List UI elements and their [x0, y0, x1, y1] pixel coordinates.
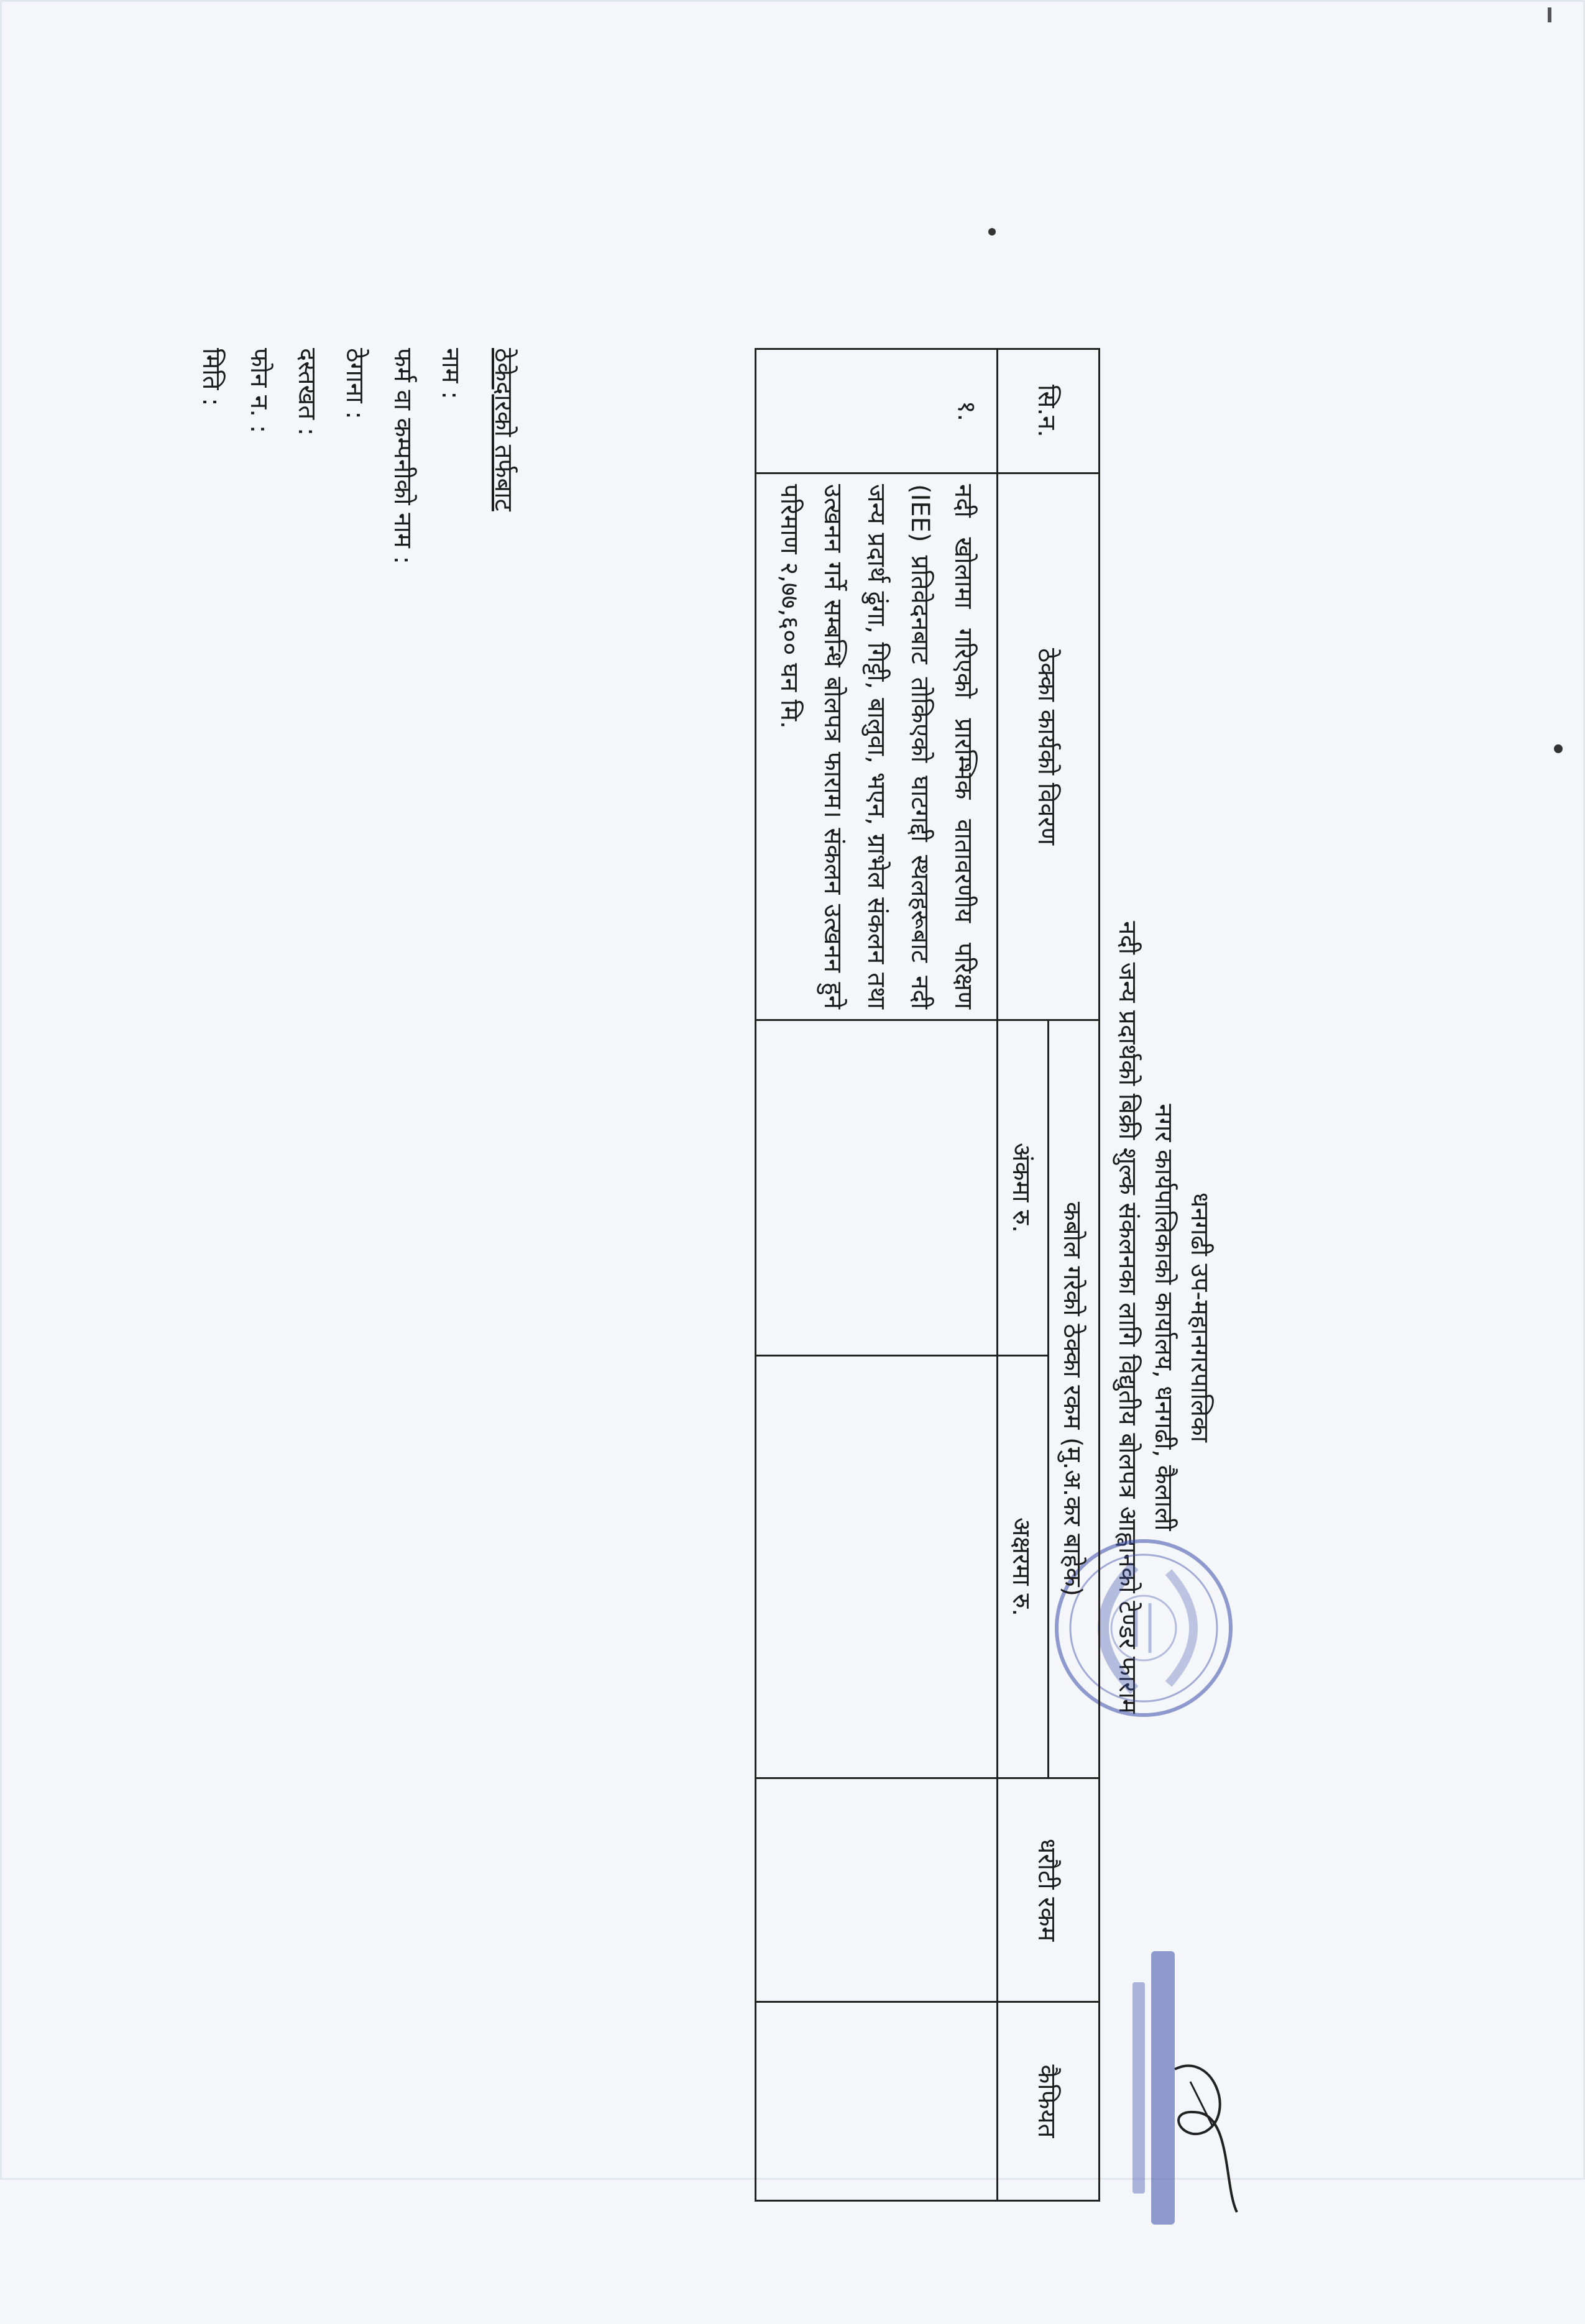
rotated-document	[149, 311, 1237, 2324]
col-header-remarks: कैफियत	[998, 2002, 1100, 2201]
phone-field: फोन न. :	[245, 348, 273, 434]
cell-sn: १.	[756, 349, 998, 473]
cell-in-words[interactable]	[756, 1356, 998, 1778]
contractor-section	[182, 348, 522, 564]
col-header-description: ठेक्का कार्यको विवरण	[998, 473, 1100, 1020]
table-header-row	[1049, 349, 1100, 2201]
officer-signature-stamp	[1125, 1926, 1249, 2249]
col-header-deposit: धरौटी रकम	[998, 1778, 1100, 2002]
office-name: नगर कार्यपालिकाको कार्यालय, धनगढी, कैलाली	[1149, 1104, 1178, 1531]
cell-description: नदी खोलामा गरिएको प्रारम्भिक वातावरणीय परिक्षण (IEE) प्रतिवेदनबाट तोकिएको घाटगद्दी स्थलहरूबाट नदी जन्य प्रदार्थ ढुंगा, गिट्टी, बालुवा, भएन, ग्राभेल संकलन तथा उत्खनन गर्ने सम्बन्धि बोलपत्र फाराम। संकलन उत्खनन हुने परिमाण २,७७,६०० घन मि.	[756, 473, 998, 1020]
address-field: ठेगाना :	[341, 348, 369, 419]
cell-deposit[interactable]	[756, 1778, 998, 2002]
signature-field: दस्तखत :	[293, 348, 321, 436]
table-row	[756, 349, 998, 2201]
name-field: नाम :	[436, 348, 465, 400]
col-header-sn: सि.न.	[998, 349, 1100, 473]
contractor-title: ठेकेदारको तर्फबाट	[489, 348, 518, 511]
col-header-contract-amount: कबोल गरेको ठेक्का रकम (मु.अ.कर बाहेक)	[1049, 1020, 1100, 1778]
firm-name-field: फर्म वा कम्पनीको नाम :	[388, 348, 417, 565]
scan-mark	[1548, 7, 1551, 22]
cell-in-figures[interactable]	[756, 1020, 998, 1356]
org-name: धनगढी उप-महानगरपालिका	[1185, 1192, 1214, 1443]
col-header-in-words: अक्षरमा रु.	[998, 1356, 1049, 1778]
scan-speck	[988, 228, 996, 236]
form-title: नदी जन्य प्रदार्थको बिक्री शुल्क संकलनका लागि विद्युतीय बोलपत्र आह्वानको टेण्डर फाराम	[1113, 921, 1142, 1714]
scan-speck	[1554, 744, 1563, 753]
tender-table	[755, 348, 1100, 2202]
cell-remarks[interactable]	[756, 2002, 998, 2201]
date-field: मिति :	[197, 348, 226, 406]
col-header-in-figures: अंकमा रु.	[998, 1020, 1049, 1356]
